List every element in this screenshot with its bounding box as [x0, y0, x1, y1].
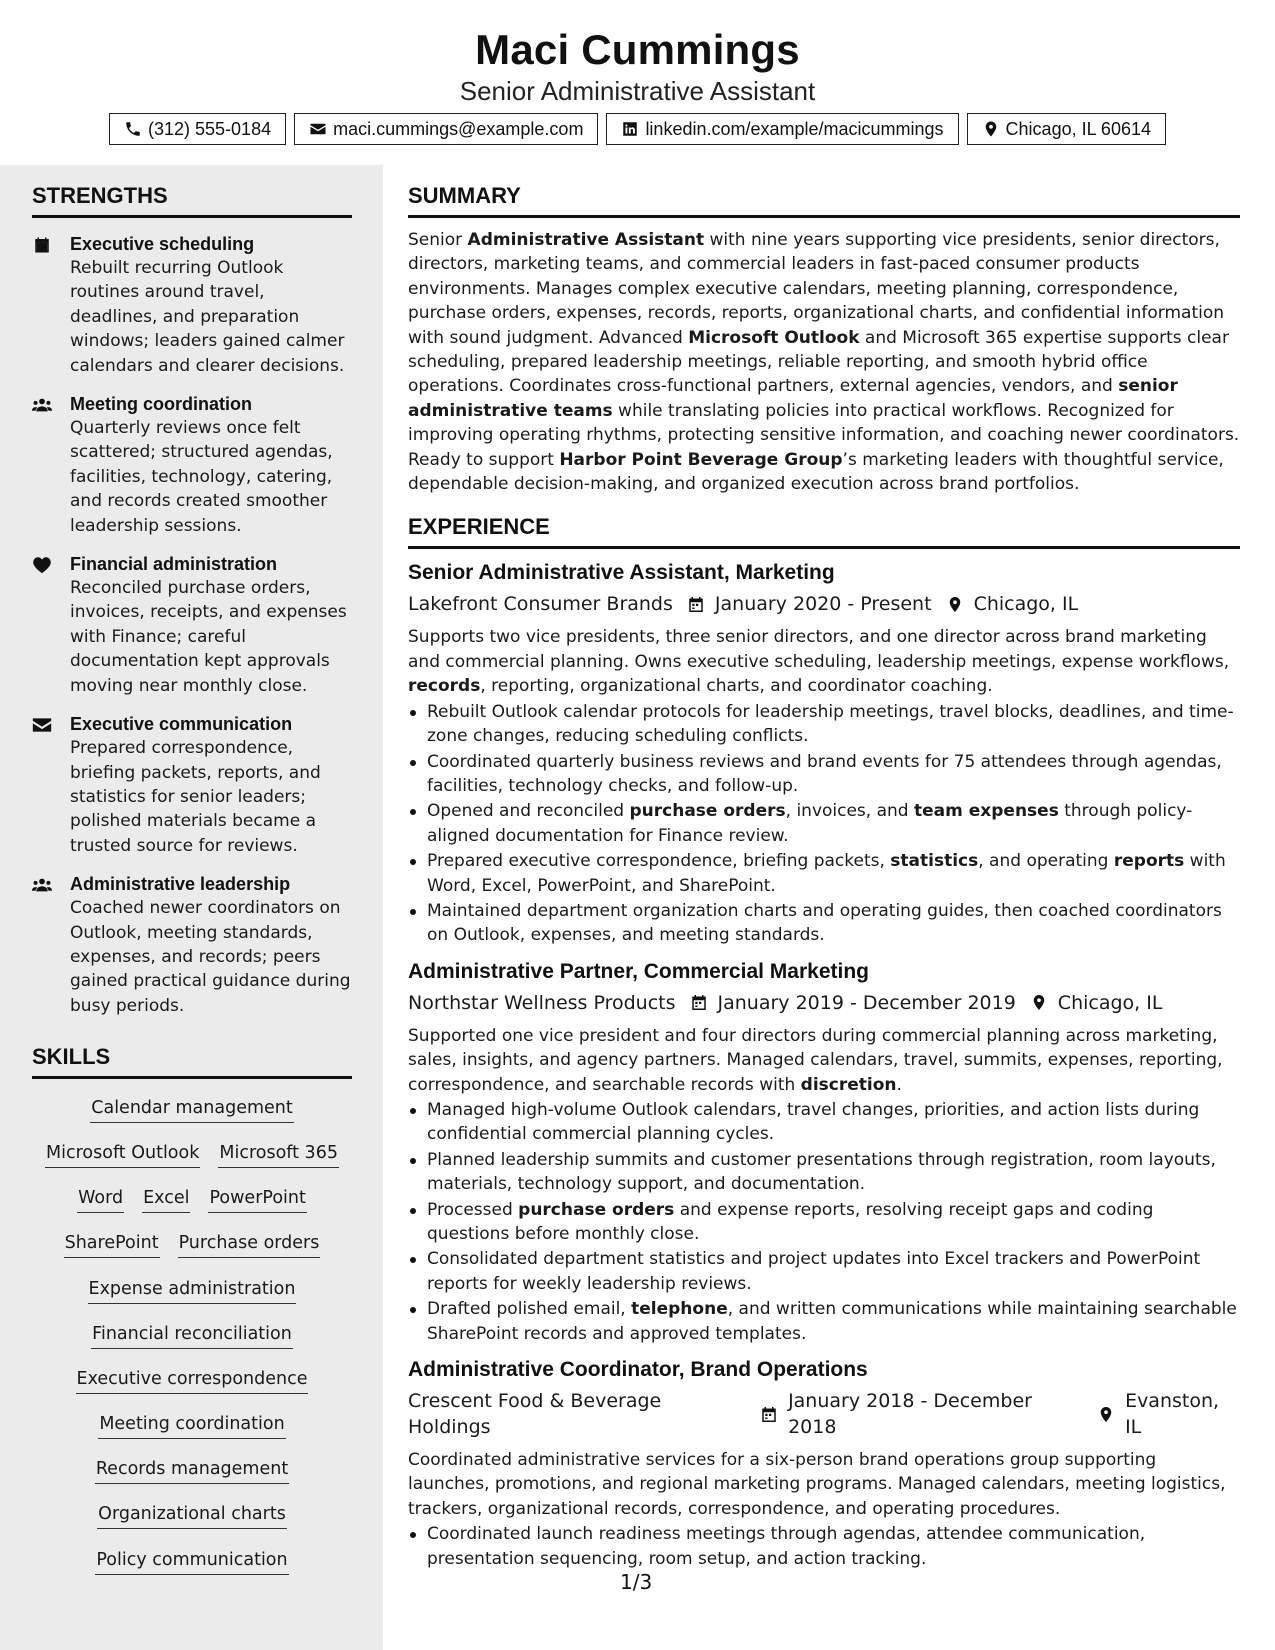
job-bullets — [408, 1098, 1240, 1346]
users-icon — [32, 872, 70, 1018]
skill-row — [32, 1223, 352, 1268]
bold-text: team expenses — [914, 801, 1059, 822]
bullet-item — [408, 1522, 1240, 1571]
job-title: Administrative Partner, Commercial Marketing — [408, 959, 869, 983]
job-company: Northstar Wellness Products — [408, 991, 676, 1014]
calendar-icon — [687, 595, 705, 614]
strength-text: Prepared correspondence, briefing packets, reports, and statistics for senior leaders; polished materials became a trusted source for reviews. — [70, 738, 321, 856]
job-location: Chicago, IL — [973, 593, 1079, 616]
job-entry — [408, 559, 1240, 947]
skill-tag: Policy communication — [95, 1549, 288, 1575]
bullet-item — [408, 1098, 1240, 1147]
contact-location[interactable] — [967, 113, 1166, 145]
text-run: Senior — [408, 230, 468, 250]
text-run: Processed — [427, 1199, 519, 1220]
candidate-title: Senior Administrative Assistant — [459, 76, 816, 106]
map-pin-icon — [1097, 1405, 1115, 1424]
job-entry — [408, 1356, 1240, 1571]
bullet-item — [408, 1297, 1240, 1346]
skill-tag: Meeting coordination — [98, 1413, 285, 1439]
experience-heading: EXPERIENCE — [408, 514, 1240, 549]
job-dates: January 2018 - December 2018 — [788, 1390, 1032, 1439]
skill-tag: Word — [77, 1187, 124, 1213]
experience-list — [408, 559, 1240, 1571]
text-run: Coordinated administrative services for a six-person brand operations group supporting launches, promotions, and regional marketing programs. Managed calendars, meeting logistics, trackers, organizational records, correspondence, and operating procedures. — [408, 1450, 1226, 1519]
text-run: Planned leadership summits and customer presentations through registration, room layouts, materials, technology support, and documentation. — [427, 1149, 1216, 1195]
bullet-item — [408, 849, 1240, 898]
strength-body — [70, 552, 352, 698]
skill-row — [32, 1313, 352, 1358]
text-run: Managed high-volume Outlook calendars, travel changes, priorities, and action lists during confidential commercial planning cycles. — [427, 1099, 1200, 1145]
text-run: ’s marketing leaders with thoughtful service, dependable decision-making, and organized execution across brand portfolios. — [408, 449, 1224, 495]
skill-row — [32, 1178, 352, 1223]
envelope-icon — [32, 712, 70, 858]
bold-text: statistics — [890, 851, 979, 872]
text-run: Supports two vice presidents, three senior directors, and one director across brand marketing and commercial planning. Owns executive scheduling, leadership meetings, expense workflows, — [408, 627, 1230, 672]
envelope-icon — [309, 120, 327, 138]
bullet-item — [408, 1148, 1240, 1197]
skill-tag: Calendar management — [90, 1097, 293, 1123]
map-pin-icon — [1030, 993, 1048, 1012]
text-run: Coordinated quarterly business reviews and brand events for 75 attendees through agendas, facilities, technology checks, and follow-up. — [427, 751, 1222, 796]
job-description — [408, 625, 1240, 698]
bold-text: reports — [1113, 851, 1185, 872]
job-title: Administrative Coordinator, Brand Operations — [408, 1358, 868, 1382]
skill-row — [32, 1087, 352, 1132]
text-run: and Microsoft 365 expertise supports clear scheduling, prepared leadership meetings, reliable reporting, and smooth hybrid office operations. Coordinates cross-functional partners, external agencies, vendors, and — [408, 327, 1229, 397]
heart-icon — [32, 552, 70, 698]
calendar-icon — [760, 1405, 778, 1424]
bullet-item — [408, 1198, 1240, 1247]
text-run: and expense reports, resolving receipt gaps and coding questions before monthly close. — [427, 1199, 1154, 1244]
text-run: Rebuilt Outlook calendar protocols for leadership meetings, travel blocks, deadlines, and time-zone changes, reducing scheduling conflicts. — [427, 701, 1234, 747]
strength-title: Executive communication — [70, 714, 293, 735]
skill-tag: Executive correspondence — [76, 1368, 309, 1394]
text-run: Prepared executive correspondence, briefing packets, — [427, 851, 891, 872]
skill-row — [32, 1358, 352, 1403]
bold-text: purchase orders — [629, 801, 786, 822]
text-run: while translating policies into practical workflows. Recognized for improving operating rhythms, protecting sensitive information, and coaching newer coordinators. Ready to support — [408, 400, 1240, 470]
job-company: Lakefront Consumer Brands — [408, 593, 673, 616]
text-run: Drafted polished email, — [427, 1299, 632, 1320]
job-company: Crescent Food & Beverage Holdings — [408, 1390, 662, 1439]
strength-item — [32, 872, 352, 1018]
skill-tag: Financial reconciliation — [91, 1323, 293, 1349]
job-title: Senior Administrative Assistant, Marketing — [408, 561, 835, 585]
strength-text: Coached newer coordinators on Outlook, meeting standards, expenses, and records; peers gained practical guidance during busy periods. — [70, 898, 351, 1016]
job-dates: January 2019 - December 2019 — [717, 991, 1016, 1014]
summary-heading: SUMMARY — [408, 183, 1240, 218]
bold-text: purchase orders — [518, 1199, 675, 1220]
text-run: , and operating — [978, 851, 1114, 872]
text-run: through policy-aligned documentation for Finance review. — [427, 801, 1193, 846]
location-text: Chicago, IL 60614 — [1005, 118, 1151, 139]
text-run: with Word, Excel, PowerPoint, and SharePoint. — [427, 851, 1226, 896]
skill-tag: Excel — [142, 1187, 190, 1213]
skill-row — [32, 1494, 352, 1539]
strength-text: Reconciled purchase orders, invoices, receipts, and expenses with Finance; careful documentation kept approvals moving near monthly close. — [70, 578, 347, 696]
job-location: Evanston, IL — [1125, 1390, 1220, 1439]
strength-item — [32, 392, 352, 538]
summary-text — [408, 228, 1240, 496]
skill-tag: Microsoft 365 — [218, 1142, 339, 1168]
job-meta — [408, 990, 1240, 1016]
calendar-icon — [32, 232, 70, 378]
strength-body — [70, 232, 352, 378]
skill-tag: Expense administration — [88, 1278, 297, 1304]
strengths-list — [32, 232, 352, 1018]
text-run: Coordinated launch readiness meetings through agendas, attendee communication, presentation sequencing, room setup, and action tracking. — [427, 1524, 1146, 1569]
skill-row — [32, 1268, 352, 1313]
job-entry — [408, 958, 1240, 1346]
skill-row — [32, 1449, 352, 1494]
users-icon — [32, 392, 70, 538]
text-run: Consolidated department statistics and project updates into Excel trackers and PowerPoint reports for weekly leadership reviews. — [427, 1249, 1201, 1294]
bold-text: Microsoft Outlook — [688, 327, 860, 348]
contact-phone[interactable] — [109, 113, 286, 145]
strength-body — [70, 872, 352, 1018]
strength-item — [32, 712, 352, 858]
bullet-item — [408, 750, 1240, 799]
phone-text: (312) 555-0184 — [148, 118, 272, 139]
strength-text: Quarterly reviews once felt scattered; structured agendas, facilities, technology, catering, and records created smoother leadership sessions. — [70, 418, 333, 536]
job-dates: January 2020 - Present — [714, 593, 932, 616]
job-bullets — [408, 1522, 1240, 1571]
bullet-item — [408, 899, 1240, 948]
text-run: with nine years supporting vice presidents, senior directors, directors, marketing teams, and commercial leaders in fast-paced consumer products environments. Manages complex executive calendars, meeting planning, correspondence, purchase orders, expenses, records, reports, organizational charts, and confidential information with sound judgment. Advanced — [408, 230, 1225, 348]
bullet-item — [408, 1247, 1240, 1296]
job-description — [408, 1448, 1240, 1521]
contact-bar — [0, 113, 1275, 145]
bullet-item — [408, 799, 1240, 848]
linkedin-icon — [621, 120, 639, 138]
bold-text: telephone — [631, 1299, 728, 1320]
map-pin-icon — [946, 595, 964, 614]
strength-title: Executive scheduling — [70, 234, 255, 254]
skill-row — [32, 1403, 352, 1448]
text-run: , and written communications while maintaining searchable SharePoint records and approved templates. — [427, 1299, 1237, 1344]
main-content — [408, 165, 1240, 1572]
skills-heading: SKILLS — [32, 1044, 352, 1079]
job-bullets — [408, 700, 1240, 948]
text-run: . — [896, 1074, 902, 1095]
sidebar — [0, 165, 383, 1650]
text-run: Maintained department organization charts and operating guides, then coached coordinators on Outlook, expenses, and meeting standards. — [427, 900, 1222, 946]
strength-body — [70, 712, 352, 858]
phone-icon — [124, 120, 142, 138]
text-run: , reporting, organizational charts, and coordinator coaching. — [480, 676, 993, 697]
job-meta — [408, 1388, 1240, 1440]
calendar-icon — [690, 993, 708, 1012]
text-run: Opened and reconciled — [427, 801, 630, 822]
strength-title: Administrative leadership — [70, 874, 291, 895]
skill-row — [32, 1539, 352, 1584]
bold-text: records — [408, 676, 481, 697]
bold-text: senior administrative teams — [408, 376, 1178, 421]
job-description — [408, 1024, 1240, 1097]
skill-tag: Microsoft Outlook — [45, 1142, 200, 1168]
job-location: Chicago, IL — [1057, 991, 1163, 1014]
strength-title: Meeting coordination — [70, 394, 252, 415]
skill-tag: Records management — [95, 1458, 289, 1484]
strength-title: Financial administration — [70, 554, 278, 575]
strength-body — [70, 392, 352, 538]
email-text: maci.cummings@example.com — [333, 118, 584, 139]
strength-item — [32, 552, 352, 698]
skill-tag: PowerPoint — [208, 1187, 306, 1213]
page-number: 1/3 — [620, 1570, 653, 1594]
map-pin-icon — [982, 120, 1000, 138]
skill-row — [32, 1132, 352, 1177]
bold-text: Administrative Assistant — [467, 230, 705, 250]
job-meta — [408, 591, 1240, 617]
candidate-name: Maci Cummings — [475, 26, 800, 73]
skill-tag: SharePoint — [64, 1232, 160, 1258]
strength-item — [32, 232, 352, 378]
contact-email[interactable] — [294, 113, 598, 145]
contact-linkedin[interactable] — [606, 113, 958, 145]
strength-text: Rebuilt recurring Outlook routines around travel, deadlines, and preparation windows; leaders gained calmer calendars and clearer decisions. — [70, 258, 345, 376]
bold-text: Harbor Point Beverage Group — [559, 449, 843, 470]
resume-header — [0, 0, 1275, 165]
bold-text: discretion — [800, 1074, 897, 1095]
bullet-item — [408, 700, 1240, 749]
skills-list — [32, 1087, 352, 1584]
linkedin-text: linkedin.com/example/macicummings — [645, 118, 944, 139]
text-run: Supported one vice president and four directors during commercial planning across marketing, sales, insights, and agency partners. Managed calendars, travel, summits, expenses, reporting, correspondence, and searchable records with — [408, 1025, 1223, 1095]
strengths-heading: STRENGTHS — [32, 183, 352, 218]
skill-tag: Purchase orders — [178, 1232, 321, 1258]
skill-tag: Organizational charts — [97, 1503, 287, 1529]
text-run: , invoices, and — [785, 801, 914, 822]
